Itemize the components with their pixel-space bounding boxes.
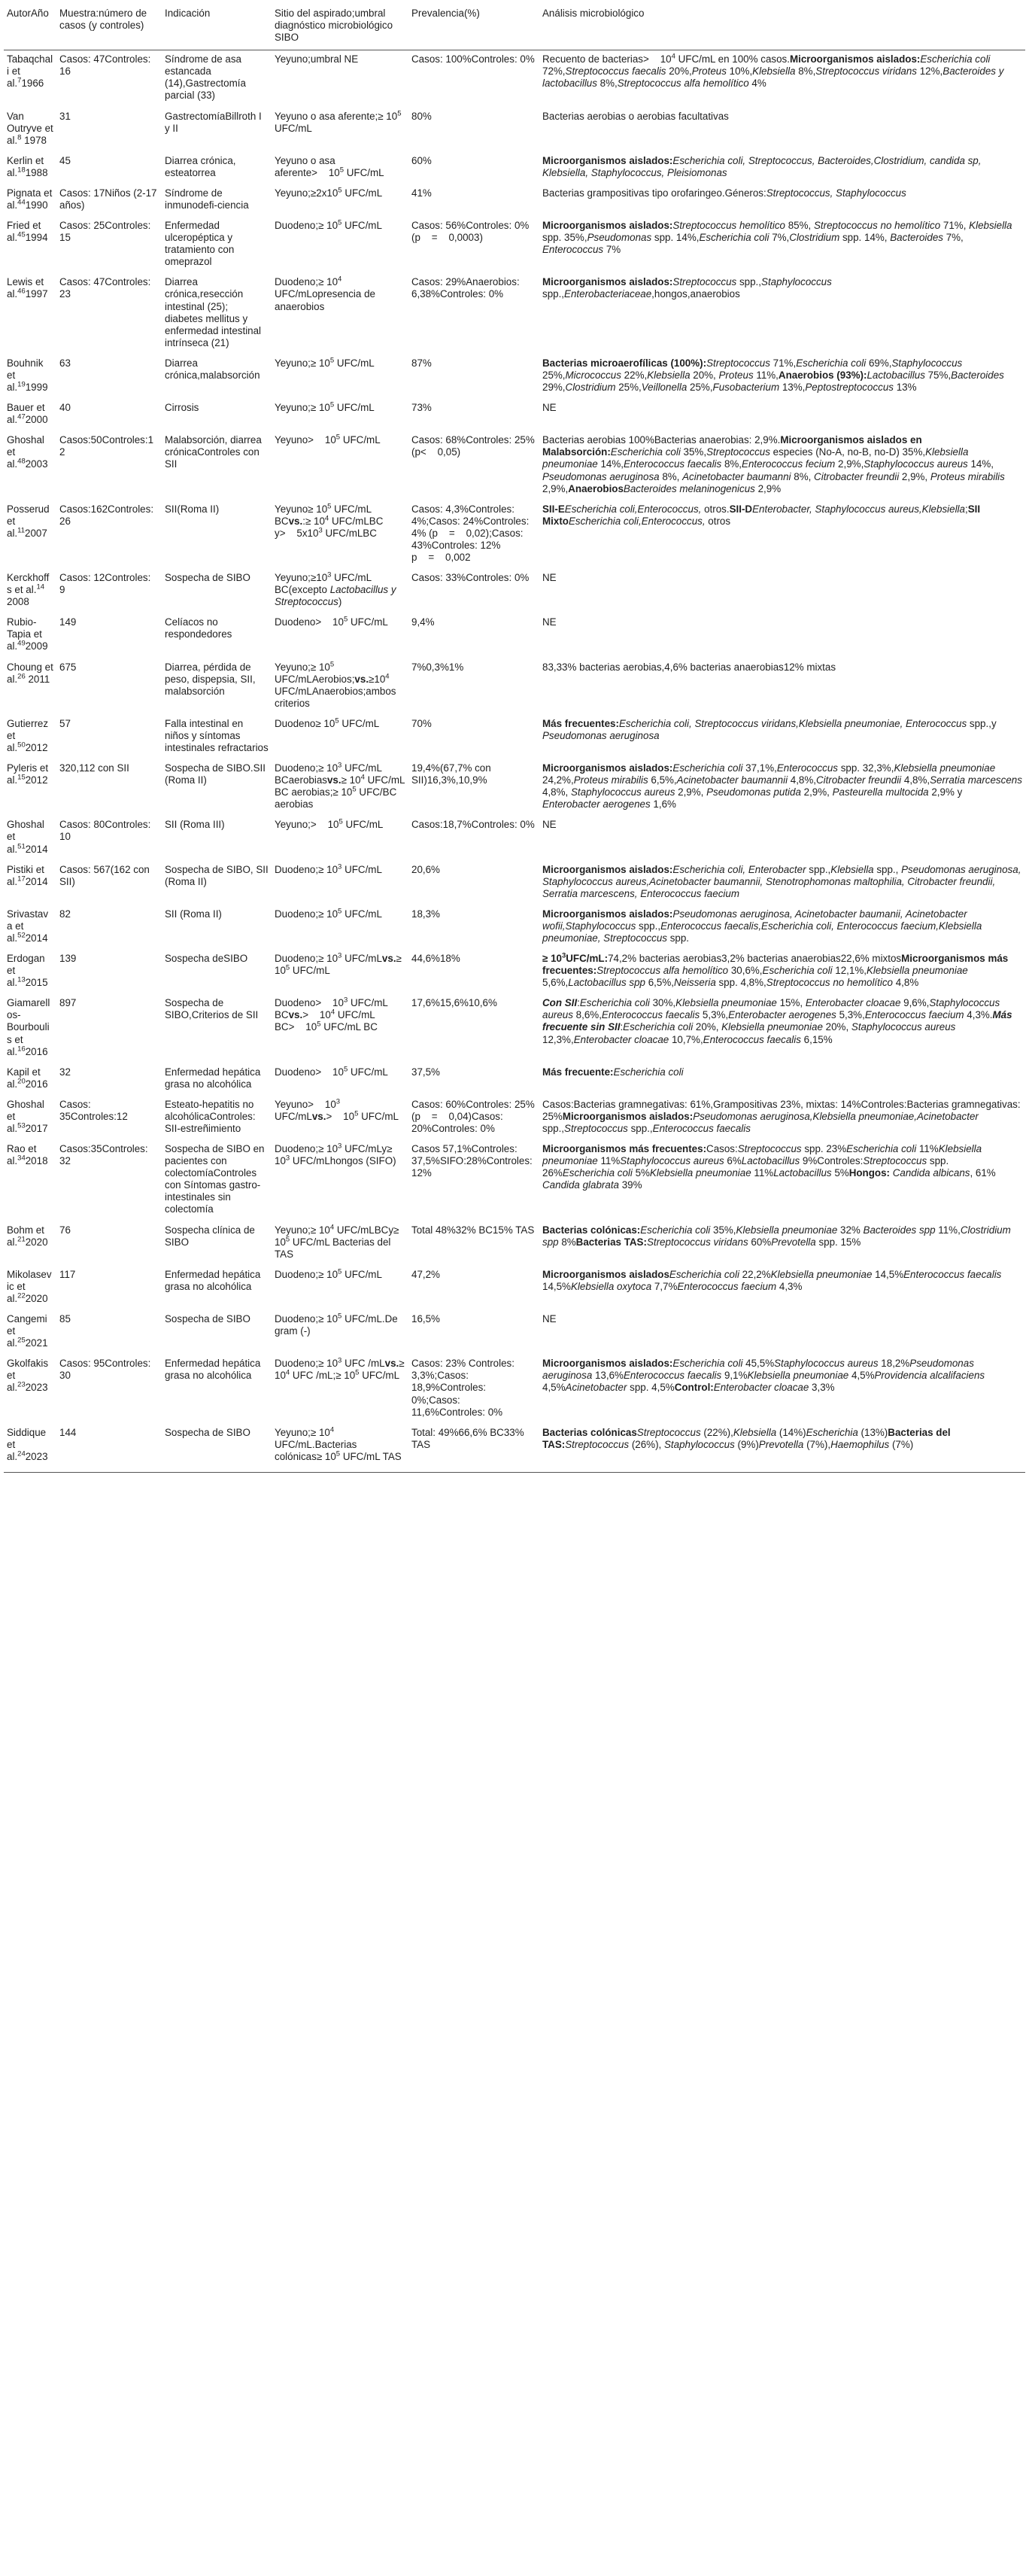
cell-indication: Sospecha de SIBO [165, 572, 250, 584]
cell-site: Duodeno;≥ $10^5$ UFC/mL [275, 907, 382, 920]
cell-sample: 675 [59, 661, 77, 673]
cell-prevalence: 18,3% [411, 908, 440, 920]
cell-sample: 320,112 con SII [59, 762, 129, 774]
cell-prevalence: Casos: 56%Controles: 0%(p = 0,0003) [411, 220, 530, 244]
cell-author: Fried et al.$^{45}$1994 [7, 220, 48, 244]
cell-sample: 63 [59, 357, 71, 369]
cell-prevalence: 60% [411, 154, 432, 166]
cell-micro: Microorganismos más frecuentes:Casos:Streptococcus spp. 23%Escherichia coli 11%Klebsiella pneumoniae 11%Staphylococcus aureus 6%Lactobacillus 9%Controles:Streptococcus spp. 26%Escherichia coli 5%Klebsiella pneumoniae 11%Lactobacillus 5%Hongos: Candida albicans, 61% Candida glabrata 39% [542, 1143, 996, 1191]
table-row [4, 108, 1025, 152]
cell-sample: Casos:162Controles: 26 [59, 503, 154, 527]
cell-sample: Casos: 567(162 con SII) [59, 863, 150, 887]
cell-sample: 139 [59, 953, 77, 965]
cell-site: Yeyuno≥ $10^5$ UFC/mL BCvs.:≥ $10^4$ UFC/mLBC y> $5x10^3$ UFC/mLBC [275, 502, 384, 539]
cell-prevalence: 73% [411, 402, 432, 414]
cell-site: Duodeno;≥ $10^5$ UFC/mL.De gram (-) [275, 1312, 398, 1337]
cell-indication: SII(Roma II) [165, 503, 220, 515]
cell-site: Yeyuno;≥ $10^5$ UFC/$mLAerobios;vs.\ge 10^4$ UFC/mLAnaerobios;ambos criterios [275, 660, 396, 709]
cell-author: Lewis et al.$^{46}$1997 [7, 276, 48, 300]
cell-prevalence: 87% [411, 357, 432, 369]
cell-sample: Casos: 12Controles: 9 [59, 572, 151, 596]
cell-prevalence: 37,5% [411, 1066, 440, 1078]
cell-micro: Microorganismos aislados:Escherichia coli, Enterobacter spp.,Klebsiella spp., Pseudomonas aeruginosa, Staphylococcus aureus,Acinetobacter baumannii, Stenotrophomonas maltophilia, Citrobacter freundii, Serratia marcescens, Enterococcus faecium [542, 863, 1021, 899]
cell-micro: Bacterias microaerofílicas (100%):Streptococcus 71%,Escherichia coli 69%,Staphylococcus 25%,Micrococcus 22%,Klebsiella 20%, Proteus 11%,Anaerobios (93%):Lactobacillus 75%,Bacteroides 29%,Clostridium 25%,Veillonella 25%,Fusobacterium 13%,Peptostreptococcus 13% [542, 357, 1004, 394]
cell-sample: 82 [59, 908, 71, 920]
cell-indication: Falla intestinal en niños y síntomas intestinales refractarios [165, 717, 269, 753]
table-row [4, 217, 1025, 273]
cell-sample: Casos: 80Controles: 10 [59, 819, 151, 843]
cell-micro: Bacterias colónicas:Escherichia coli 35%,Klebsiella pneumoniae 32% Bacteroides spp 11%,Clostridium spp 8%Bacterias TAS:Streptococcus viridans 60%Prevotella spp. 15% [542, 1224, 1011, 1248]
cell-sample: 117 [59, 1268, 76, 1280]
cell-micro: Microorganismos aislados:Escherichia coli 37,1%,Enterococcus spp. 32,3%,Klebsiella pneumoniae 24,2%,Proteus mirabilis 6,5%,Acinetobacter baumannii 4,8%,Citrobacter freundii 4,8%,Serratia marcescens 4,8%, Staphylococcus aureus 2,9%, Pseudomonas putida 2,9%, Pasteurella multocida 2,9% y Enterobacter aerogenes 1,6% [542, 762, 1022, 811]
cell-sample: Casos: 95Controles: 30 [59, 1358, 151, 1382]
cell-micro: Microorganismos aisladosEscherichia coli 22,2%Klebsiella pneumoniae 14,5%Enterococcus faecalis 14,5%Klebsiella oxytoca 7,7%Enterococcus faecium 4,3% [542, 1268, 1002, 1292]
cell-indication: Esteato-hepatitis no alcohólicaControles: SII-estreñimiento [165, 1098, 256, 1135]
table-row [4, 50, 1025, 108]
cell-indication: Síndrome de asa estancada (14),Gastrectomía parcial (33) [165, 53, 246, 102]
cell-author: Rao et al.$^{34}$2018 [7, 1143, 48, 1167]
cell-prevalence: 44,6%18% [411, 953, 460, 965]
cell-author: Bauer et al.$^{47}$2000 [7, 402, 48, 426]
cell-site: Duodeno≥ $10^5$ UFC/mL [275, 716, 380, 729]
cell-sample: 144 [56, 1424, 162, 1473]
table-row [4, 354, 1025, 399]
cell-site: Duodeno> $10^3$ UFC/mL BCvs.> $10^4$ UFC/mL BC> $10^5$ UFC/mL BC [275, 996, 388, 1033]
table-body [4, 50, 1025, 1473]
cell-sample: 57 [59, 717, 71, 729]
cell-author: Mikolasevic et al.$^{22}$2020 [7, 1268, 52, 1304]
cell-site: Yeyuno;> $10^5$ UFC/mL [275, 817, 384, 831]
cell-site: Duodeno;≥ $10^3$ UFC/mL [275, 862, 382, 875]
cell-site: Duodeno> $10^5$ UFC/mL [275, 1065, 388, 1078]
cell-author: Erdogan et al.$^{13}$2015 [7, 953, 48, 989]
cell-micro: Más frecuentes:Escherichia coli, Streptococcus viridans,Klebsiella pneumoniae, Enterococcus spp.,y Pseudomonas aeruginosa [542, 717, 997, 741]
table-row [4, 1221, 1025, 1266]
table-row [4, 431, 1025, 500]
cell-site: Duodeno;≥ $10^5$ UFC/mL [275, 218, 382, 232]
cell-micro: Bacterias colónicasStreptococcus (22%),Klebsiella (14%)Escherichia (13%)Bacterias del TAS:Streptococcus (26%), Staphylococcus (9%)Prevotella (7%),Haemophilus (7%) [539, 1424, 1025, 1473]
table-row [4, 994, 1025, 1063]
cell-sample: Casos: 35Controles:12 [59, 1098, 128, 1122]
cell-author: Kerlin et al.$^{18}$1988 [7, 154, 48, 178]
header-indication: Indicación [162, 4, 272, 50]
table-row [4, 658, 1025, 715]
table-row [4, 1266, 1025, 1310]
cell-indication: Sospecha de SIBO.SII (Roma II) [165, 762, 266, 786]
cell-author: Ghoshal et al.$^{48}$2003 [7, 434, 48, 470]
table-row [4, 1063, 1025, 1096]
cell-micro: Microorganismos aislados:Streptococcus spp.,Staphylococcus spp.,Enterobacteriaceae,hongos,anaerobios [542, 276, 832, 300]
cell-indication: Sospecha de SIBO,Criterios de SII [165, 997, 259, 1021]
cell-site: Duodeno;≥ $10^3$ $UFC/mLy\ge 10^3$ UFC/mLhongos (SIFO) [275, 1142, 396, 1167]
header-sample: Muestra:número de casos (y controles) [56, 4, 162, 50]
cell-site: Duodeno;≥ $10^3$ UFC /mLvs.≥ $10^4$ UFC /mL;≥ $10^5$ UFC/mL [275, 1356, 405, 1382]
cell-site: $Yeyuno;\ge 10^3$ UFC/mL BC(excepto Lactobacillus y Streptococcus) [275, 570, 396, 608]
cell-sample: 897 [59, 997, 77, 1009]
cell-micro: Microorganismos aislados:Pseudomonas aeruginosa, Acinetobacter baumanii, Acinetobacter wofii,Staphylococcus spp.,Enterococcus faecalis,Escherichia coli, Enterococcus faecium,Klebsiella pneumoniae, Streptococcus spp. [542, 908, 982, 944]
cell-indication: Síndrome de inmunodefi-ciencia [165, 187, 249, 211]
cell-prevalence: Casos:18,7%Controles: 0% [411, 819, 535, 831]
cell-author: Srivastava et al.$^{52}$2014 [7, 908, 49, 944]
cell-micro: Microorganismos aislados:Escherichia coli, Streptococcus, Bacteroides,Clostridium, candida sp, Klebsiella, Staphylococcus, Pleisiomonas [542, 154, 982, 178]
table-row [4, 399, 1025, 431]
cell-indication: Enfermedad hepática grasa no alcohólica [165, 1358, 261, 1382]
cell-indication: GastrectomíaBillroth I y II [165, 110, 262, 134]
cell-sample: Casos: 47Controles: 23 [59, 276, 151, 300]
cell-indication: Enfermedad ulceropéptica y tratamiento con omeprazol [165, 220, 235, 268]
cell-micro: Más frecuente:Escherichia coli [542, 1066, 684, 1078]
cell-indication: Sospecha de SIBO, SII (Roma II) [165, 863, 269, 887]
cell-sample: 40 [59, 402, 71, 414]
cell-micro: Bacterias aerobias o aerobias facultativas [542, 110, 729, 122]
cell-author: Choung et al.$^{26}$ 2011 [7, 661, 53, 685]
cell-sample: 45 [59, 154, 71, 166]
cell-author: Giamarellos-Bourboulis et al.$^{16}$2016 [7, 997, 50, 1057]
header-row [4, 4, 1025, 50]
cell-micro: 83,33% bacterias aerobias,4,6% bacterias anaerobias12% mixtas [542, 661, 836, 673]
cell-author: Pyleris et al.$^{15}$2012 [7, 762, 49, 786]
cell-indication: Sospecha de SIBO [162, 1424, 272, 1473]
cell-indication: Malabsorción, diarrea crónicaControles con SII [165, 434, 262, 470]
cell-sample: Casos:50Controles:12 [59, 434, 154, 458]
cell-sample: 31 [59, 110, 71, 122]
cell-prevalence: Casos: 23% Controles: 3,3%;Casos: 18,9%Controles: 0%;Casos: 11,6%Controles: 0% [411, 1358, 514, 1418]
table-row [4, 184, 1025, 217]
cell-micro: Microorganismos aislados:Escherichia coli 45,5%Staphylococcus aureus 18,2%Pseudomonas aeruginosa 13,6%Enterococcus faecalis 9,1%Klebsiella pneumoniae 4,5%Providencia alcalifaciens 4,5%Acinetobacter spp. 4,5%Control:Enterobacter cloacae 3,3% [542, 1358, 985, 1394]
cell-site: Yeyuno;umbral NE [275, 53, 359, 65]
cell-sample: Casos:35Controles: 32 [59, 1143, 148, 1167]
cell-site: Yeyuno> $10^5$ UFC/mL [275, 433, 381, 446]
cell-author: Van Outryve et al.$^8$ 1978 [7, 110, 53, 146]
cell-site: Yeyuno;≥ $10^5$ UFC/mL [275, 356, 375, 369]
cell-micro: Microorganismos aislados:Streptococcus hemolítico 85%, Streptococcus no hemolítico 71%, Klebsiella spp. 35%,Pseudomonas spp. 14%,Escherichia coli 7%,Clostridium spp. 14%, Bacteroides 7%, Enterococcus 7% [542, 220, 1012, 256]
cell-author: Cangemi et al.$^{25}$2021 [7, 1313, 48, 1349]
table-row [4, 905, 1025, 950]
cell-micro: NE [542, 819, 557, 831]
cell-site: Duodeno;≥ $10^4$ UFC/mLopresencia de anaerobios [275, 275, 375, 312]
header-prevalence: Prevalencia(%) [408, 4, 539, 50]
table-row [4, 861, 1025, 905]
cell-micro: Bacterias aerobias 100%Bacterias anaerobias: 2,9%.Microorganismos aislados en Malabsorción:Escherichia coli 35%,Streptococcus especies (No-A, no-B, no-D) 35%,Klebsiella pneumoniae 14%,Enterococcus faecalis 8%,Enterococcus fecium 2,9%,Staphylococcus aureus 14%, Pseudomonas aeruginosa 8%, Acinetobacter baumanni 8%, Citrobacter freundii 2,9%, Proteus mirabilis 2,9%,AnaerobiosBacteroides melaninogenicus 2,9% [542, 434, 1005, 494]
cell-micro: Recuento de bacterias> $10^4$ UFC/mL en 100% casos.Microorganismos aislados:Escherichia coli 72%,Streptococcus faecalis 20%,Proteus 10%,Klebsiella 8%,Streptococcus viridans 12%,Bacteroides y lactobacillus 8%,Streptococcus alfa hemolítico 4% [542, 52, 1004, 90]
cell-author: Ghoshal et al.$^{51}$2014 [7, 819, 48, 855]
cell-site: Yeyuno;≥ $10^4$ UFC/mL.Bacterias colónicas≥ $10^5$ UFC/mL TAS [272, 1424, 408, 1473]
cell-author: Kerckhoffs et al.$^{14}$ 2008 [7, 572, 50, 608]
cell-indication: SII (Roma II) [165, 908, 222, 920]
cell-prevalence: Total: 49%66,6% BC33% TAS [408, 1424, 539, 1473]
cell-micro: NE [542, 616, 557, 628]
cell-site: Duodeno;≥ $10^3$ UFC/mL BCaerobiasvs.≥ $10^4$ UFC/mL BC aerobias;≥ $10^5$ UFC/BC aerobias [275, 761, 405, 811]
header-site: Sitio del aspirado;umbral diagnóstico microbiológico SIBO [272, 4, 408, 50]
cell-prevalence: Casos: 100%Controles: 0% [411, 53, 535, 65]
cell-prevalence: Casos: 29%Anaerobios: 6,38%Controles: 0% [411, 276, 520, 300]
cell-indication: Celíacos no respondedores [165, 616, 232, 640]
cell-micro: NE [542, 402, 557, 414]
cell-site: $Yeyuno;\ge 2x10^5$ UFC/mL [275, 186, 383, 199]
cell-author: Rubio-Tapia et al.$^{49}$2009 [7, 616, 48, 652]
cell-site: Yeyuno;≥ $10^5$ UFC/mL [275, 400, 375, 414]
cell-indication: Cirrosis [165, 402, 199, 414]
cell-site: Duodeno;≥ $10^5$ UFC/mL [275, 1267, 382, 1280]
cell-prevalence: Casos: 68%Controles: 25%(p< 0,05) [411, 434, 535, 458]
cell-indication: Diarrea crónica, esteatorrea [165, 154, 236, 178]
cell-prevalence: 17,6%15,6%10,6% [411, 997, 497, 1009]
literature-table [4, 4, 1025, 1473]
cell-prevalence: Casos 57,1%Controles: 37,5%SIFO:28%Controles: 12% [411, 1143, 533, 1179]
table-row [4, 613, 1025, 658]
cell-prevalence: 70% [411, 717, 432, 729]
cell-prevalence: Total 48%32% BC15% TAS [411, 1224, 535, 1236]
table-row [4, 1096, 1025, 1140]
cell-indication: Sospecha de SIBO [165, 1313, 250, 1325]
cell-sample: 76 [59, 1224, 71, 1236]
cell-indication: Sospecha deSIBO [165, 953, 248, 965]
cell-prevalence: 20,6% [411, 863, 440, 875]
cell-micro: ≥ $10^3UFC/mL:74,2\%$ bacterias aerobias3,2% bacterias anaerobias22,6% mixtosMicroorganismos más frecuentes:Streptococcus alfa hemolítico 30,6%,Escherichia coli 12,1%,Klebsiella pneumoniae 5,6%,Lactobacillus spp 6,5%,Neisseria spp. 4,8%,Streptococcus no hemolítico 4,8% [542, 951, 1009, 989]
cell-prevalence: 16,5% [411, 1313, 440, 1325]
cell-micro: NE [542, 1313, 557, 1325]
cell-site: Duodeno> $10^5$ UFC/mL [275, 615, 388, 628]
cell-author: Tabaqchali et al.$^7$1966 [7, 53, 53, 90]
cell-micro: Con SII:Escherichia coli 30%,Klebsiella pneumoniae 15%, Enterobacter cloacae 9,6%,Staphylococcus aureus 8,6%,Enterococcus faecalis 5,3%,Enterobacter aerogenes 5,3%,Enterococcus faecium 4,3%.Más frecuente sin SII:Escherichia coli 20%, Klebsiella pneumoniae 20%, Staphylococcus aureus 12,3%,Enterobacter cloacae 10,7%,Enterococcus faecalis 6,15% [542, 997, 1012, 1045]
cell-author: Pignata et al.$^{44}$1990 [7, 187, 53, 211]
cell-micro: SII-EEscherichia coli,Enterococcus, otros.SII-DEnterobacter, Staphylococcus aureus,Klebsiella;SII MixtoEscherichia coli,Enterococcus, otros [542, 503, 981, 527]
cell-micro: NE [542, 572, 557, 584]
table-row [4, 1355, 1025, 1423]
table-row [4, 569, 1025, 613]
cell-sample: Casos: 17Niños (2-17 años) [59, 187, 157, 211]
table-row [4, 715, 1025, 759]
cell-author: Pistiki et al.$^{17}$2014 [7, 863, 48, 887]
cell-prevalence: 7%0,3%1% [411, 661, 464, 673]
header-micro: Análisis microbiológico [539, 4, 1025, 50]
table-row [4, 1310, 1025, 1355]
cell-sample: 149 [59, 616, 77, 628]
cell-sample: Casos: 25Controles: 15 [59, 220, 151, 244]
cell-site: Yeyuno o asa aferente> $10^5$ UFC/mL [275, 154, 384, 178]
cell-indication: Diarrea crónica,malabsorción [165, 357, 260, 381]
cell-prevalence: 80% [411, 110, 432, 122]
cell-prevalence: 19,4%(67,7% con SII)16,3%,10,9% [411, 762, 491, 786]
cell-sample: 32 [59, 1066, 71, 1078]
cell-indication: SII (Roma III) [165, 819, 225, 831]
cell-author: Bohm et al.$^{21}$2020 [7, 1224, 48, 1248]
cell-indication: Enfermedad hepática grasa no alcohólica [165, 1268, 261, 1292]
cell-site: Duodeno;≥ $10^3$ UFC/mLvs.≥ $10^5$ UFC/mL [275, 951, 402, 977]
header-author: AutorAño [4, 4, 56, 50]
cell-indication: Enfermedad hepática grasa no alcohólica [165, 1066, 261, 1090]
table-row [4, 273, 1025, 354]
cell-author: Ghoshal et al.$^{53}$2017 [7, 1098, 48, 1135]
cell-indication: Diarrea crónica,resección intestinal (25); diabetes mellitus y enfermedad intestinal intrínseca (21) [165, 276, 262, 348]
table-row [4, 1424, 1025, 1473]
table-row [4, 816, 1025, 860]
cell-site: Yeyuno o asa aferente;≥ $10^5$ UFC/mL [275, 109, 402, 134]
cell-micro: Casos:Bacterias gramnegativas: 61%,Grampositivas 23%, mixtas: 14%Controles:Bacterias gramnegativas: 25%Microorganismos aislados:Pseudomonas aeruginosa,Klebsiella pneumoniae,Acinetobacter spp.,Streptococcus spp.,Enterococcus faecalis [542, 1098, 1021, 1135]
table-row [4, 152, 1025, 184]
cell-indication: Diarrea, pérdida de peso, dispepsia, SII, malabsorción [165, 661, 256, 697]
table-row [4, 1140, 1025, 1221]
cell-prevalence: 47,2% [411, 1268, 440, 1280]
cell-indication: Sospecha de SIBO en pacientes con colectomíaControles con Síntomas gastro-intestinales sin colectomía [165, 1143, 265, 1215]
cell-prevalence: 41% [411, 187, 432, 199]
table-row [4, 759, 1025, 816]
cell-author: Siddique et al.$^{24}$2023 [4, 1424, 56, 1473]
cell-prevalence: Casos: 60%Controles: 25% (p = 0,04)Casos: 20%Controles: 0% [411, 1098, 535, 1135]
cell-author: Gkolfakis et al.$^{23}$2023 [7, 1358, 49, 1394]
cell-sample: Casos: 47Controles: 16 [59, 53, 151, 78]
cell-site: Yeyuno> $10^3$ UFC/mLvs.> $10^5$ UFC/mL [275, 1097, 399, 1122]
cell-prevalence: Casos: 4,3%Controles: 4%;Casos: 24%Controles: 4% (p = 0,02);Casos: 43%Controles: 12% p = 0,002 [411, 503, 530, 563]
cell-indication: Sospecha clínica de SIBO [165, 1224, 255, 1248]
cell-prevalence: Casos: 33%Controles: 0% [411, 572, 530, 584]
cell-author: Bouhnik et al.$^{19}$1999 [7, 357, 48, 394]
cell-author: Kapil et al.$^{20}$2016 [7, 1066, 48, 1090]
cell-author: Posserud et al.$^{11}$2007 [7, 503, 50, 539]
cell-prevalence: 9,4% [411, 616, 435, 628]
table-row [4, 500, 1025, 569]
cell-micro: Bacterias grampositivas tipo orofaringeo.Géneros:Streptococcus, Staphylococcus [542, 187, 906, 199]
table-row [4, 950, 1025, 994]
cell-author: Gutierrez et al.$^{50}$2012 [7, 717, 49, 753]
cell-site: Yeyuno;≥ $10^4$ UFC/mLBCy≥ $10^5$ UFC/mL Bacterias del TAS [275, 1223, 399, 1260]
cell-sample: 85 [59, 1313, 71, 1325]
